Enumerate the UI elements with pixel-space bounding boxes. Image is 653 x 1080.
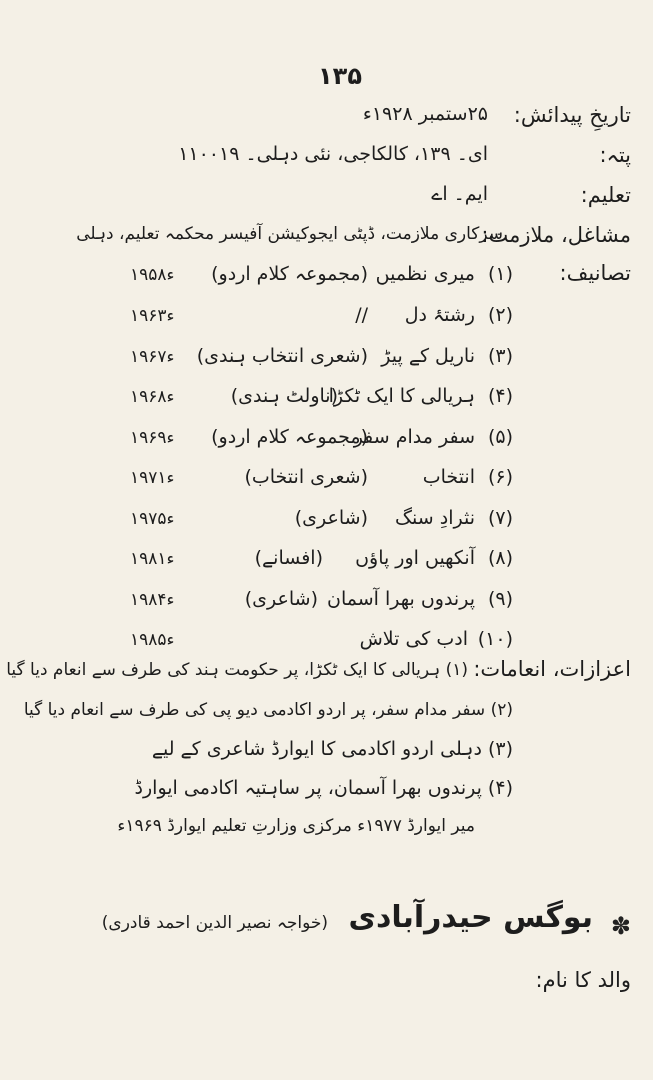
work-num: (۱) <box>487 263 513 285</box>
work-title: سفر مدام سفر <box>353 426 475 448</box>
work-title: نثرادِ سنگ <box>395 507 475 529</box>
work-num: (۴) <box>487 385 513 407</box>
works-label: تصانیف: <box>559 261 631 285</box>
work-title: میری نظمیں <box>375 263 475 285</box>
work-num: (۸) <box>487 547 513 569</box>
award-item: (۱) ہریالی کا ایک ٹکڑا، پر حکومت ہند کی طرف سے انعام دیا گیا <box>6 660 468 680</box>
father-name-label: والد کا نام: <box>535 968 631 992</box>
work-title: پرندوں بھرا آسمان <box>327 588 475 610</box>
work-year: ۱۹۶۳ء <box>130 306 175 326</box>
work-year: ۱۹۸۱ء <box>130 549 175 569</box>
occupation-value: سرکاری ملازمت، ڈپٹی ایجوکیشن آفیسر محکمہ تعلیم، دہلی <box>76 224 503 244</box>
work-num: (۹) <box>487 588 513 610</box>
work-note: // <box>355 304 368 326</box>
work-title: رشتۂ دل <box>404 304 475 326</box>
dob-value: ۲۵ستمبر ۱۹۲۸ء <box>362 103 488 125</box>
work-year: ۱۹۶۷ء <box>130 347 175 367</box>
asterisk-icon: ✽ <box>610 912 631 940</box>
work-num: (۱۰) <box>477 628 513 650</box>
occupation-label: مشاغل، ملازمت: <box>481 223 631 247</box>
education-label: تعلیم: <box>580 183 631 207</box>
work-note: (شعری انتخاب ہندی) <box>196 345 368 367</box>
award-item: میر ایوارڈ ۱۹۷۷ء مرکزی وزارتِ تعلیم ایوارڈ ۱۹۶۹ء <box>117 816 475 836</box>
work-num: (۷) <box>487 507 513 529</box>
work-num: (۶) <box>487 466 513 488</box>
work-note: (شاعری) <box>244 588 318 610</box>
work-year: ۱۹۷۵ء <box>130 509 175 529</box>
work-title: ادب کی تلاش <box>359 628 468 650</box>
work-note: (ناولٹ ہندی) <box>230 385 338 407</box>
page-number: ۱۳۵ <box>318 62 362 90</box>
work-title: آنکھیں اور پاؤں <box>355 547 475 569</box>
education-value: ایم۔ اے <box>431 183 488 205</box>
entry-real-name: (خواجہ نصیر الدین احمد قادری) <box>101 913 328 933</box>
work-num: (۵) <box>487 426 513 448</box>
work-title: ناریل کے پیڑ <box>381 345 475 367</box>
work-note: (شعری انتخاب) <box>244 466 368 488</box>
work-year: ۱۹۶۸ء <box>130 387 175 407</box>
dob-label: تاریخِ پیدائش: <box>513 103 631 127</box>
work-note: (افسانے) <box>254 547 323 569</box>
work-year: ۱۹۸۵ء <box>130 630 175 650</box>
award-item: (۲) سفر مدام سفر، پر اردو اکادمی دیو پی کی طرف سے انعام دیا گیا <box>23 700 513 720</box>
work-title: ہریالی کا ایک ٹکڑا <box>328 385 475 407</box>
work-year: ۱۹۶۹ء <box>130 428 175 448</box>
work-note: (مجموعہ کلام اردو) <box>211 263 368 285</box>
work-title: انتخاب <box>422 466 475 488</box>
work-num: (۳) <box>487 345 513 367</box>
work-year: ۱۹۸۴ء <box>130 590 175 610</box>
entry-name: بوگس حیدرآبادی <box>348 900 593 935</box>
work-year: ۱۹۷۱ء <box>130 468 175 488</box>
award-item: (۴) پرندوں بھرا آسمان، پر ساہتیہ اکادمی ایوارڈ <box>134 777 513 799</box>
award-item: (۳) دہلی اردو اکادمی کا ایوارڈ شاعری کے لیے <box>151 738 513 760</box>
address-value: ای۔ ۱۳۹، کالکاجی، نئی دہلی۔ ۱۱۰۰۱۹ <box>178 143 488 165</box>
work-num: (۲) <box>487 304 513 326</box>
address-label: پتہ: <box>599 143 631 167</box>
work-note: (مجموعہ کلام اردو) <box>211 426 368 448</box>
work-year: ۱۹۵۸ء <box>130 265 175 285</box>
work-note: (شاعری) <box>294 507 368 529</box>
awards-label: اعزازات، انعامات: <box>473 657 631 681</box>
